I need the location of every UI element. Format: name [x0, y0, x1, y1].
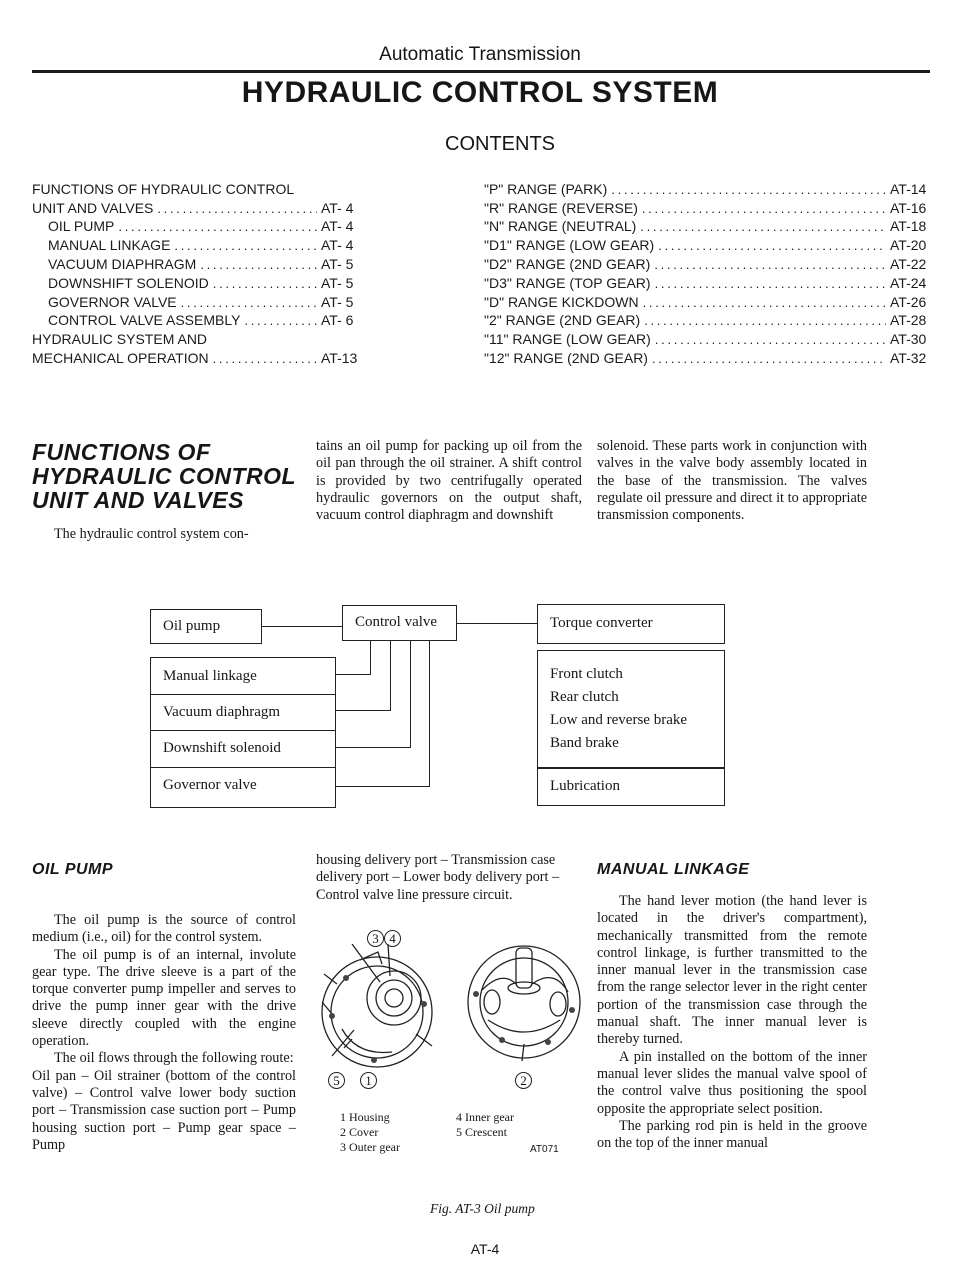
toc-entry: "N" RANGE (NEUTRAL) ..... AT-18	[484, 216, 936, 235]
toc-entry: "D1" RANGE (LOW GEAR) ..... AT-20	[484, 234, 936, 253]
manual-linkage-para: A pin installed on the bottom of the inner manual lever slides the manual valve spool of the control valve thus positioning the spool opposite the appropriate select position.	[597, 1048, 867, 1117]
inputs-box	[150, 657, 336, 808]
outputs-box	[537, 650, 725, 768]
band-brake-label: Band brake	[550, 735, 619, 751]
heading-line: FUNCTIONS OF	[32, 439, 211, 465]
row-divider	[151, 694, 335, 695]
oil-pump-para: The oil pump is of an internal, involute gear type. The drive sleeve is a part of the torque converter pump impeller and serves to drive the pump inner gear with the drive sleeve directly coupled with the engine operation.	[32, 946, 296, 1050]
toc-entry: UNIT AND VALVES ..... AT- 4	[32, 197, 367, 216]
contents-heading: CONTENTS	[445, 133, 555, 155]
toc-entry: "P" RANGE (PARK) ..... AT-14	[484, 178, 936, 197]
lubrication-box	[537, 768, 725, 806]
heading-line: HYDRAULIC CONTROL	[32, 463, 297, 489]
row-divider	[151, 730, 335, 731]
row-divider	[151, 767, 335, 768]
oil-pump-label: Oil pump	[163, 618, 221, 634]
pump-drawing-left	[312, 944, 447, 1069]
legend-item: 5 Crescent	[456, 1125, 507, 1139]
manual-linkage-text	[597, 893, 867, 1152]
toc-left	[32, 178, 367, 366]
manual-linkage-label: Manual linkage	[163, 668, 257, 684]
toc-entry: "D3" RANGE (TOP GEAR) ..... AT-24	[484, 272, 936, 291]
vacuum-diaphragm-label: Vacuum diaphragm	[163, 704, 281, 720]
downshift-solenoid-label: Downshift solenoid	[163, 740, 281, 756]
toc-entry: "2" RANGE (2ND GEAR) ..... AT-28	[484, 310, 936, 329]
oil-pump-box	[150, 609, 262, 644]
pump-drawing-right	[462, 940, 586, 1062]
toc-entry: "11" RANGE (LOW GEAR) ..... AT-30	[484, 328, 936, 347]
front-clutch-label: Front clutch	[550, 666, 623, 682]
connector	[370, 641, 371, 675]
oil-pump-para: Oil pan – Oil strainer (bottom of the control valve) – Control valve lower body suction port – Transmission case suction port – Pump housing suction port – Pump gear space – Pump	[32, 1067, 296, 1153]
oil-pump-para: The oil flows through the following route:	[54, 1050, 294, 1067]
toc-entry: "12" RANGE (2ND GEAR) ..... AT-32	[484, 347, 936, 366]
toc-entry: HYDRAULIC SYSTEM AND	[32, 331, 208, 348]
toc-entry: MECHANICAL OPERATION ..... AT-13	[32, 347, 367, 366]
toc-right	[484, 178, 936, 366]
connector	[336, 710, 391, 711]
toc-entry: GOVERNOR VALVE ..... AT- 5	[32, 291, 367, 310]
figure-caption: Fig. AT-3 Oil pump	[430, 1201, 535, 1216]
figure-legend-left	[340, 1110, 400, 1155]
torque-converter-label: Torque converter	[550, 615, 653, 631]
manual-linkage-para: The hand lever motion (the hand lever is located in the driver's compartment), mechanically transmitted from the remote control linkage, is further transmitted to the inner manual lever in the transmission case from the range selector lever in the right center portion of the transmission case through the manual shaft. The inner manual lever is thereby turned.	[597, 893, 867, 1048]
toc-entry: "R" RANGE (REVERSE) ..... AT-16	[484, 197, 936, 216]
oil-pump-heading: OIL PUMP	[32, 861, 114, 878]
legend-item: 2 Cover	[340, 1125, 379, 1139]
callout-1: 1	[360, 1072, 377, 1089]
header-rule	[32, 70, 930, 73]
connector	[390, 641, 391, 711]
connector	[457, 623, 537, 624]
connector	[410, 641, 411, 748]
page-title: HYDRAULIC CONTROL SYSTEM	[241, 76, 719, 109]
toc-entry: "D2" RANGE (2ND GEAR) ..... AT-22	[484, 253, 936, 272]
functions-col3: solenoid. These parts work in conjunction with valves in the valve body assembly located in the base of the transmission. The valves regulate oil pressure and direct it to appropriate transmission components.	[597, 438, 867, 524]
connector	[262, 626, 342, 627]
figure-legend-right	[456, 1110, 514, 1140]
toc-entry: FUNCTIONS OF HYDRAULIC CONTROL	[32, 180, 295, 197]
oil-pump-para: The oil pump is the source of control medium (i.e., oil) for the control system.	[32, 912, 296, 946]
toc-entry: "D" RANGE KICKDOWN ..... AT-26	[484, 291, 936, 310]
connector	[429, 641, 430, 787]
section-subtitle: Automatic Transmission	[379, 44, 581, 65]
toc-entry: DOWNSHIFT SOLENOID ..... AT- 5	[32, 272, 367, 291]
connector	[336, 747, 411, 748]
figure-code: AT071	[530, 1144, 559, 1155]
low-reverse-brake-label: Low and reverse brake	[550, 712, 688, 728]
page-number: AT-4	[470, 1241, 500, 1257]
oil-pump-text	[32, 912, 296, 1154]
legend-item: 1 Housing	[340, 1110, 390, 1124]
torque-converter-box	[537, 604, 725, 644]
callout-2: 2	[515, 1072, 532, 1089]
callout-3: 3	[367, 930, 384, 947]
toc-entry: CONTROL VALVE ASSEMBLY ..... AT- 6	[32, 310, 367, 329]
rear-clutch-label: Rear clutch	[550, 689, 619, 705]
manual-linkage-para: The parking rod pin is held in the groove on the top of the inner manual	[597, 1117, 867, 1152]
lubrication-label: Lubrication	[550, 778, 620, 794]
functions-col2: tains an oil pump for packing up oil from the oil pan through the oil strainer. A shift control is provided by two centrifugally operated hydraulic governors on the output shaft, vacuum control diaphragm and downshift	[316, 438, 582, 524]
toc-entry: OIL PUMP ..... AT- 4	[32, 216, 367, 235]
callout-4: 4	[384, 930, 401, 947]
legend-item: 3 Outer gear	[340, 1140, 400, 1154]
connector	[336, 786, 430, 787]
oil-pump-continued: housing delivery port – Transmission case delivery port – Lower body delivery port – Control valve line pressure circuit.	[316, 852, 560, 903]
functions-heading	[32, 440, 322, 512]
control-valve-box	[342, 605, 457, 641]
callout-5: 5	[328, 1072, 345, 1089]
heading-line: UNIT AND VALVES	[32, 487, 244, 513]
manual-linkage-heading: MANUAL LINKAGE	[597, 861, 750, 878]
toc-entry: MANUAL LINKAGE ..... AT- 4	[32, 234, 367, 253]
toc-entry: VACUUM DIAPHRAGM ..... AT- 5	[32, 253, 367, 272]
governor-valve-label: Governor valve	[163, 777, 257, 793]
legend-item: 4 Inner gear	[456, 1110, 514, 1124]
connector	[336, 674, 371, 675]
control-valve-label: Control valve	[355, 614, 438, 630]
functions-col1: The hydraulic control system con-	[54, 526, 249, 542]
